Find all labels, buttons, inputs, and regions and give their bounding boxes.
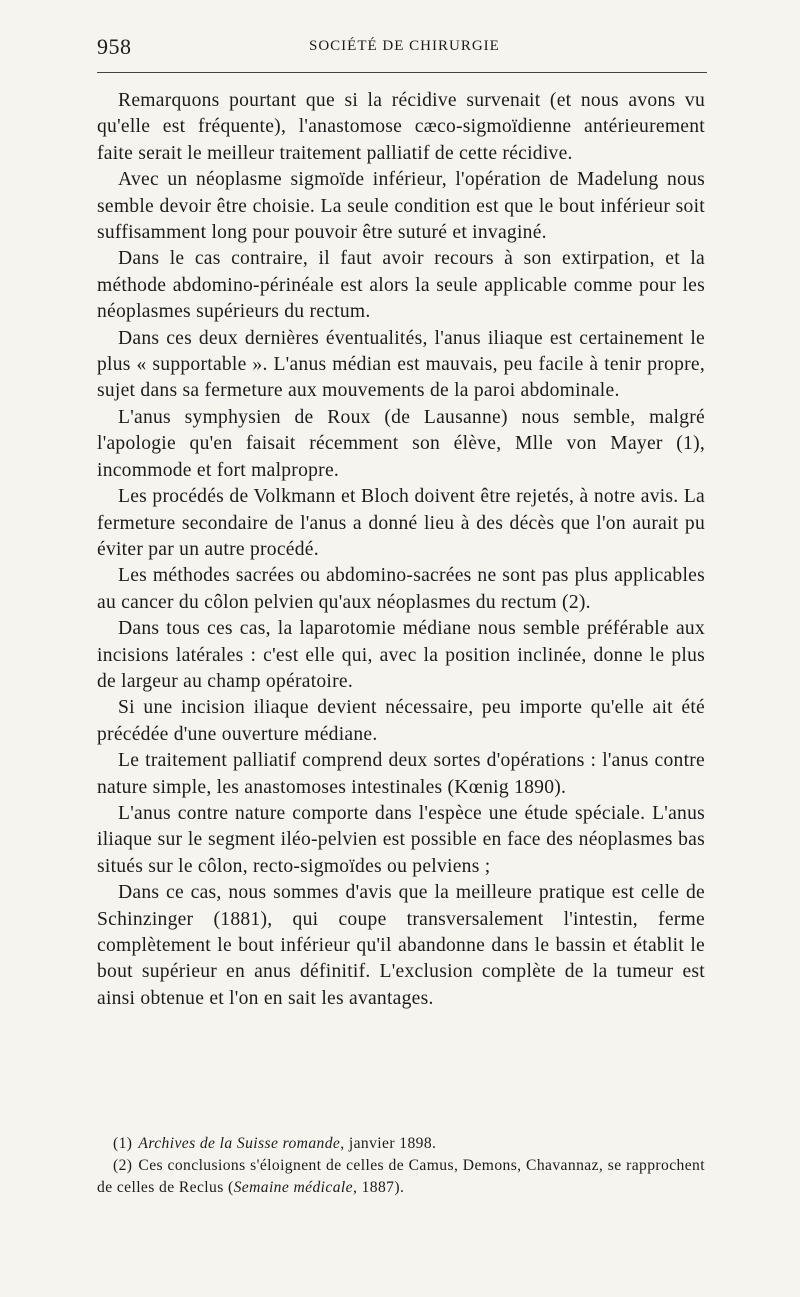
paragraph: Dans ces deux dernières éventualités, l'anus iliaque est certainement le plus « supportable ». L'anus médian est mauvais, peu facile à tenir propre, sujet dans sa fermeture aux mouvements de la paroi abdominale. <box>97 327 705 402</box>
paragraph: Les procédés de Volkmann et Bloch doivent être rejetés, à notre avis. La fermeture secondaire de l'anus a donné lieu à des décès que l'on aurait pu éviter par un autre procédé. <box>97 486 705 560</box>
paragraph: Le traitement palliatif comprend deux sortes d'opérations : l'anus contre nature simple, les anastomoses intestinales (Kœnig 1890). <box>97 750 705 798</box>
paragraph: Dans tous ces cas, la laparotomie médiane nous semble préférable aux incisions latérales : c'est elle qui, avec la position inclinée, donne le plus de largeur au champ opératoire. <box>97 618 705 692</box>
footnote-text: , janvier 1898. <box>340 1135 437 1152</box>
page-number: 958 <box>97 34 132 59</box>
paragraph: L'anus symphysien de Roux (de Lausanne) nous semble, malgré l'apologie qu'en faisait récemment son élève, Mlle von Mayer (1), incommode et fort malpropre. <box>97 406 705 481</box>
footnotes <box>97 1133 705 1199</box>
paragraph: Si une incision iliaque devient nécessaire, peu importe qu'elle ait été précédée d'une ouverture médiane. <box>97 697 705 745</box>
footnote-mark: (1) <box>113 1135 133 1152</box>
paragraph: Dans ce cas, nous sommes d'avis que la meilleure pratique est celle de Schinzinger (1881), qui coupe transversalement l'intestin, ferme complètement le bout inférieur qu'il abandonne dans le bassin et établit le bout supérieur en anus définitif. L'exclusion complète de la tumeur est ainsi obtenue et l'on en sait les avantages. <box>97 882 705 1009</box>
running-title: SOCIÉTÉ DE CHIRURGIE <box>309 38 500 54</box>
footnote-1 <box>97 1133 705 1155</box>
footnote-2 <box>97 1155 705 1199</box>
footnote-text: , 1887). <box>352 1179 405 1196</box>
footnote-text: Ces conclusions s'éloignent de celles de Camus, Demons, Chavannaz, se rapprochent de celles de Reclus ( <box>97 1157 705 1196</box>
footnote-source-title: Semaine médicale <box>233 1179 353 1196</box>
paragraph: L'anus contre nature comporte dans l'espèce une étude spéciale. L'anus iliaque sur le segment iléo-pelvien est possible en face des néoplasmes bas situés sur le côlon, recto-sigmoïdes ou pelviens ; <box>97 802 705 877</box>
footnote-mark: (2) <box>113 1157 133 1174</box>
page-header <box>97 30 707 60</box>
body-text <box>97 88 705 1012</box>
paragraph: Dans le cas contraire, il faut avoir recours à son extirpation, et la méthode abdomino-périnéale est alors la seule applicable comme pour les néoplasmes supérieurs du rectum. <box>97 248 705 323</box>
paragraph: Les méthodes sacrées ou abdomino-sacrées ne sont pas plus applicables au cancer du côlon pelvien qu'aux néoplasmes du rectum (2). <box>97 565 705 613</box>
paragraph: Avec un néoplasme sigmoïde inférieur, l'opération de Madelung nous semble devoir être choisie. La seule condition est que le bout inférieur soit suffisamment long pour pouvoir être suturé et invaginé. <box>97 169 705 244</box>
paragraph: Remarquons pourtant que si la récidive survenait (et nous avons vu qu'elle est fréquente), l'anastomose cæco-sigmoïdienne antérieurement faite serait le meilleur traitement palliatif de cette récidive. <box>97 90 705 164</box>
header-rule <box>97 72 707 73</box>
footnote-source-title: Archives de la Suisse romande <box>138 1135 341 1152</box>
